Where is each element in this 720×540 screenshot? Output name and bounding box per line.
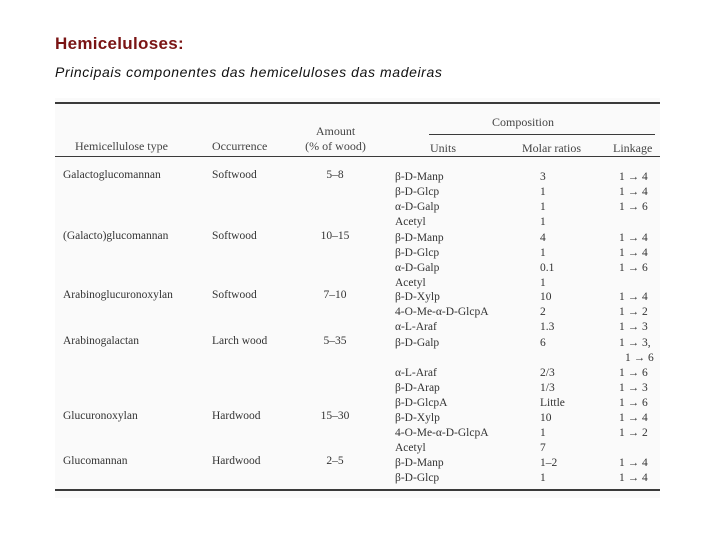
row-occurrence: Softwood: [212, 169, 257, 181]
row-amount: 5–8: [326, 169, 344, 181]
header-composition: Composition: [492, 115, 555, 129]
header-linkage: Linkage: [613, 141, 653, 155]
scanned-table: [55, 98, 660, 498]
row-unit: β-D-Glcp: [395, 472, 440, 484]
row-unit: β-D-Xylp: [395, 291, 440, 303]
page-subtitle: Principais componentes das hemiceluloses das madeiras: [55, 64, 443, 80]
row-molar: 7: [540, 442, 546, 454]
row-molar: 2: [540, 306, 546, 318]
row-linkage: 1 → 4: [619, 412, 648, 424]
row-unit: β-D-Glcp: [395, 186, 440, 198]
row-linkage: 1 → 2: [619, 427, 648, 439]
row-linkage: 1 → 3: [619, 382, 648, 394]
page-title: Hemiceluloses:: [55, 34, 184, 53]
row-occurrence: Hardwood: [212, 455, 261, 467]
row-molar: 1: [540, 186, 546, 198]
row-linkage: 1 → 4: [619, 171, 648, 183]
row-linkage: 1 → 4: [619, 291, 648, 303]
row-unit: Acetyl: [395, 442, 426, 454]
row-type: Glucomannan: [63, 455, 128, 467]
row-molar: 4: [540, 232, 546, 244]
row-unit: β-D-Xylp: [395, 412, 440, 424]
row-type: Glucuronoxylan: [63, 410, 138, 422]
row-unit: 4-O-Me-α-D-GlcpA: [395, 427, 489, 439]
row-amount: 2–5: [326, 455, 344, 467]
header-occurrence: Occurrence: [212, 139, 268, 153]
row-unit: β-D-Galp: [395, 337, 440, 349]
top-rule: [55, 102, 660, 104]
row-unit: β-D-Glcp: [395, 247, 440, 259]
row-linkage: 1 → 6: [625, 352, 654, 364]
row-linkage: 1 → 4: [619, 457, 648, 469]
row-type: Arabinogalactan: [63, 335, 139, 347]
header-amount-line1: Amount: [315, 124, 356, 138]
row-molar: 0.1: [540, 262, 555, 274]
row-unit: Acetyl: [395, 216, 426, 228]
composition-rule: [429, 134, 655, 135]
row-occurrence: Hardwood: [212, 410, 261, 422]
row-linkage: 1 → 6: [619, 262, 648, 274]
row-molar: 1: [540, 247, 546, 259]
row-linkage: 1 → 4: [619, 186, 648, 198]
row-amount: 15–30: [320, 410, 350, 422]
row-unit: β-D-GlcpA: [395, 397, 448, 409]
row-molar: 1: [540, 277, 546, 289]
row-unit: α-L-Araf: [395, 367, 437, 379]
row-amount: 7–10: [323, 289, 347, 301]
row-linkage: 1 → 4: [619, 472, 648, 484]
row-amount: 10–15: [320, 230, 350, 242]
row-occurrence: Larch wood: [212, 335, 268, 347]
bottom-rule: [55, 489, 660, 491]
row-linkage: 1 → 2: [619, 306, 648, 318]
header-amount-line2: (% of wood): [305, 139, 366, 153]
row-unit: β-D-Manp: [395, 171, 444, 183]
row-molar: 10: [540, 291, 552, 303]
header-rule: [55, 156, 660, 157]
row-occurrence: Softwood: [212, 230, 257, 242]
row-unit: α-D-Galp: [395, 262, 440, 274]
row-molar: 2/3: [540, 367, 555, 379]
row-linkage: 1 → 3,: [619, 337, 651, 349]
row-type: Arabinoglucuronoxylan: [63, 289, 173, 301]
row-unit: β-D-Manp: [395, 232, 444, 244]
row-molar: 3: [540, 171, 546, 183]
row-linkage: 1 → 6: [619, 397, 648, 409]
row-unit: 4-O-Me-α-D-GlcpA: [395, 306, 489, 318]
header-molar: Molar ratios: [522, 141, 581, 155]
header-units: Units: [430, 141, 457, 155]
header-amount: [283, 124, 388, 154]
row-linkage: 1 → 6: [619, 201, 648, 213]
row-amount: 5–35: [323, 335, 347, 347]
row-unit: α-L-Araf: [395, 321, 437, 333]
row-molar: 1.3: [540, 321, 555, 333]
row-unit: β-D-Manp: [395, 457, 444, 469]
row-molar: 10: [540, 412, 552, 424]
row-type: Galactoglucomannan: [63, 169, 161, 181]
row-molar: 1–2: [540, 457, 558, 469]
row-molar: Little: [540, 397, 565, 409]
row-molar: 1: [540, 427, 546, 439]
row-molar: 6: [540, 337, 546, 349]
row-linkage: 1 → 4: [619, 232, 648, 244]
row-occurrence: Softwood: [212, 289, 257, 301]
row-molar: 1: [540, 472, 546, 484]
row-linkage: 1 → 3: [619, 321, 648, 333]
row-unit: Acetyl: [395, 277, 426, 289]
row-molar: 1: [540, 201, 546, 213]
row-linkage: 1 → 4: [619, 247, 648, 259]
row-type: (Galacto)glucomannan: [63, 230, 169, 242]
row-molar: 1: [540, 216, 546, 228]
row-unit: β-D-Arap: [395, 382, 440, 394]
row-unit: α-D-Galp: [395, 201, 440, 213]
header-type: Hemicellulose type: [75, 139, 168, 153]
row-linkage: 1 → 6: [619, 367, 648, 379]
row-molar: 1/3: [540, 382, 555, 394]
